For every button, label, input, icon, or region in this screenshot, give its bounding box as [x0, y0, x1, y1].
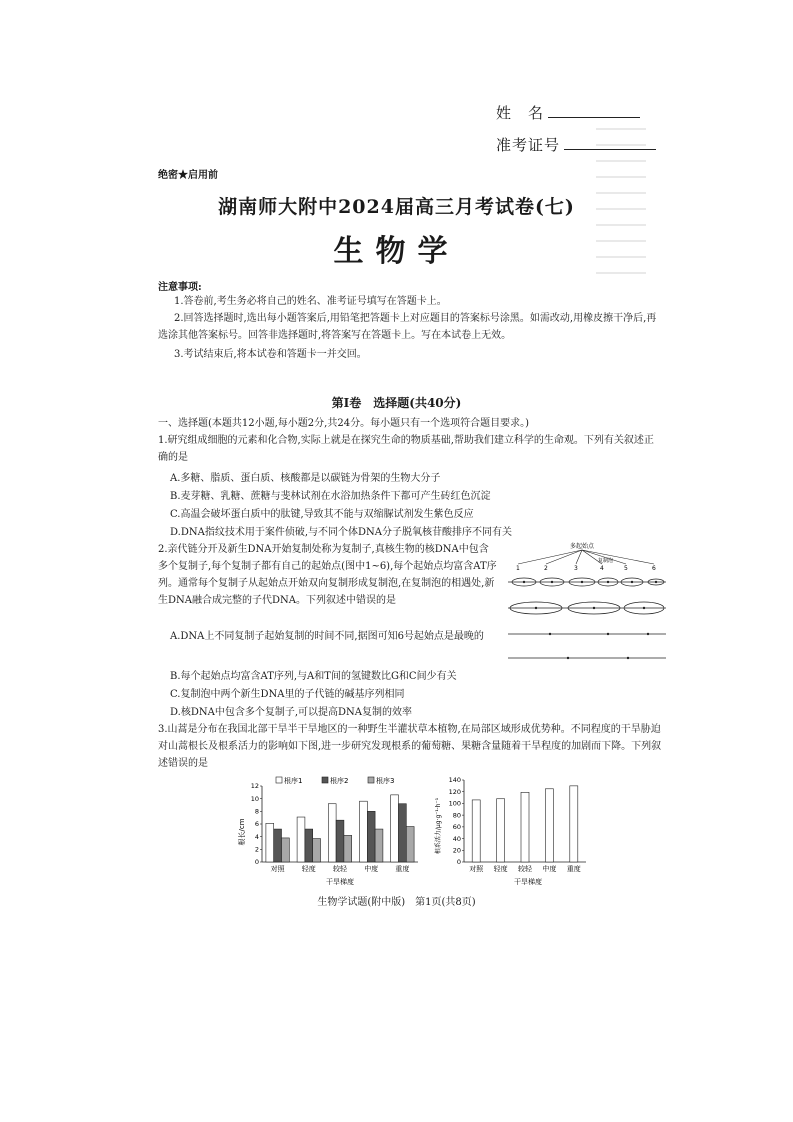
chart1-bar	[406, 827, 414, 862]
chart2-tick-label: 80	[452, 811, 461, 820]
chart1-bar	[391, 795, 399, 862]
chart2-tick-label: 100	[448, 799, 461, 808]
note-1: 1.答卷前,考生务必将自己的姓名、准考证号填写在答题卡上。	[174, 296, 447, 307]
chart1-legend-swatch	[276, 777, 282, 783]
chart2-category-label: 较轻	[518, 865, 532, 873]
chart2-bar	[472, 800, 480, 862]
q2-option-b: B.每个起始点均富含AT序列,与A和T间的氢键数比G和C间少有关	[170, 671, 457, 682]
q1-option-b: B.麦芽糖、乳糖、蔗糖与斐林试剂在水浴加热条件下都可产生砖红色沉淀	[170, 491, 491, 502]
chart2-tick-label: 40	[452, 834, 461, 843]
id-label: 准考证号	[496, 136, 561, 154]
chart1-category-label: 对照	[270, 865, 285, 873]
name-blank	[548, 103, 640, 118]
chart2-tick-label: 0	[456, 858, 461, 867]
chart1-legend-swatch	[368, 777, 374, 783]
diagram-top-label: 多起始点	[570, 543, 595, 550]
chart1-legend-label: 根序3	[376, 777, 395, 785]
chart1-category-label: 中度	[364, 865, 379, 873]
chart1-bar	[266, 823, 274, 862]
bubble-label: 复制泡	[598, 558, 614, 564]
chart1-category-label: 较轻	[333, 865, 347, 873]
q3-stem: 3.山蒿是分布在我国北部干旱半干旱地区的一种野生半灌状草本植物,在局部区域形成优势种。不同程度的干旱胁迫对山蒿根长及根系活力的影响如下图,进一步研究发现根系的葡萄糖、果糖含量随着干旱程度的加剧而下降。下列叙述错误的是	[158, 724, 662, 769]
origin-2: 2	[544, 565, 548, 572]
chart1-bar	[336, 820, 344, 862]
chart2-category-label: 重度	[566, 865, 581, 873]
chart1-tick-label: 6	[254, 820, 259, 829]
q2-stem: 2.亲代链分开及新生DNA开始复制处称为复制子,真核生物的核DNA中包含多个复制子,每个复制子都有自己的起始点(图中1~6),每个起始点均富含AT序列。通常每个复制子从起始点开始双向复制形成复制泡,在复制泡的相遇处,新生DNA融合成完整的子代DNA。下列叙述中错误的是	[158, 544, 497, 606]
origin-5: 5	[624, 565, 628, 572]
chart1-bar	[367, 811, 375, 862]
chart2-bar	[570, 786, 578, 862]
chart1-legend-label: 根序2	[330, 777, 349, 785]
chart1-legend-swatch	[322, 777, 328, 783]
chart2-bar	[497, 799, 505, 862]
name-field	[496, 102, 640, 123]
root-vigor-chart	[432, 774, 592, 886]
chart2-ylabel: 根系活力/μg·g⁻¹·h⁻¹	[435, 797, 442, 855]
chart1-tick-label: 4	[254, 832, 259, 841]
origin-1: 1	[516, 565, 520, 572]
replicon-diagram	[508, 538, 666, 662]
chart1-bar	[399, 804, 407, 862]
chart2-tick-label: 60	[452, 823, 461, 832]
chart1-bar	[274, 829, 282, 862]
chart2-tick-label: 20	[452, 846, 461, 855]
page-footer: 生物学试题(附中版) 第1页(共8页)	[317, 897, 476, 908]
q1-stem: 1.研究组成细胞的元素和化合物,实际上就是在探究生命的物质基础,帮助我们建立科学的生命观。下列有关叙述正确的是	[158, 435, 654, 463]
chart1-bar	[375, 829, 383, 862]
chart1-bar	[282, 838, 290, 862]
root-length-chart	[236, 774, 422, 886]
section-instructions: 一、选择题(本题共12小题,每小题2分,共24分。每小题只有一个选项符合题目要求。)	[158, 418, 529, 429]
note-3: 3.考试结束后,将本试卷和答题卡一并交回。	[174, 349, 367, 360]
chart2-category-label: 中度	[542, 865, 557, 873]
chart2-bar	[545, 789, 553, 862]
q1-option-c: C.高温会破坏蛋白质中的肽键,导致其不能与双缩脲试剂发生紫色反应	[170, 509, 474, 520]
chart1-ylabel: 根长/cm	[238, 818, 246, 846]
chart1-bar	[297, 817, 305, 862]
origin-4: 4	[600, 565, 604, 572]
q1-option-d: D.DNA指纹技术用于案件侦破,与不同个体DNA分子脱氧核苷酸排序不同有关	[170, 527, 512, 538]
subject-title: 生物学	[333, 234, 460, 269]
origin-3: 3	[574, 565, 578, 572]
id-field	[496, 134, 656, 155]
q2-option-c: C.复制泡中两个新生DNA里的子代链的碱基序列相同	[170, 689, 405, 700]
chart2-bar	[521, 792, 529, 862]
notes-heading: 注意事项:	[158, 282, 202, 293]
q2-option-a: A.DNA上不同复制子起始复制的时间不同,据图可知6号起始点是最晚的	[170, 631, 484, 642]
chart1-tick-label: 0	[254, 858, 259, 867]
chart1-tick-label: 10	[250, 794, 259, 803]
chart1-tick-label: 8	[254, 807, 259, 816]
chart1-xlabel: 干旱梯度	[326, 878, 354, 886]
q2-option-d: D.核DNA中包含多个复制子,可以提高DNA复制的效率	[170, 707, 412, 718]
name-label: 姓 名	[496, 104, 545, 122]
chart1-tick-label: 2	[254, 845, 259, 854]
chart1-category-label: 轻度	[301, 865, 316, 873]
id-blank	[564, 135, 656, 150]
chart1-bar	[305, 829, 313, 862]
chart2-xlabel: 干旱梯度	[514, 878, 542, 886]
chart1-bar	[344, 835, 352, 862]
q1-option-a: A.多糖、脂质、蛋白质、核酸都是以碳链为骨架的生物大分子	[170, 473, 441, 484]
chart2-category-label: 轻度	[493, 865, 508, 873]
part1-title: 第Ⅰ卷 选择题(共40分)	[331, 396, 462, 410]
note-2: 2.回答选择题时,选出每小题答案后,用铅笔把答题卡上对应题目的答案标号涂黑。如需改动,用橡皮擦干净后,再选涂其他答案标号。回答非选择题时,将答案写在答题卡上。写在本试卷上无效。	[158, 313, 657, 341]
chart1-bar	[328, 804, 336, 862]
chart2-tick-label: 140	[448, 776, 461, 785]
exam-title: 湖南师大附中2024届高三月考试卷(七)	[218, 196, 575, 218]
chart1-bar	[360, 801, 368, 862]
chart1-category-label: 重度	[395, 865, 410, 873]
secret-mark: 绝密★启用前	[158, 170, 218, 181]
chart2-tick-label: 120	[448, 787, 461, 796]
chart1-tick-label: 12	[250, 782, 259, 791]
chart1-legend-label: 根序1	[284, 777, 303, 785]
origin-6: 6	[652, 565, 656, 572]
chart1-bar	[313, 839, 321, 862]
chart2-category-label: 对照	[469, 865, 484, 873]
